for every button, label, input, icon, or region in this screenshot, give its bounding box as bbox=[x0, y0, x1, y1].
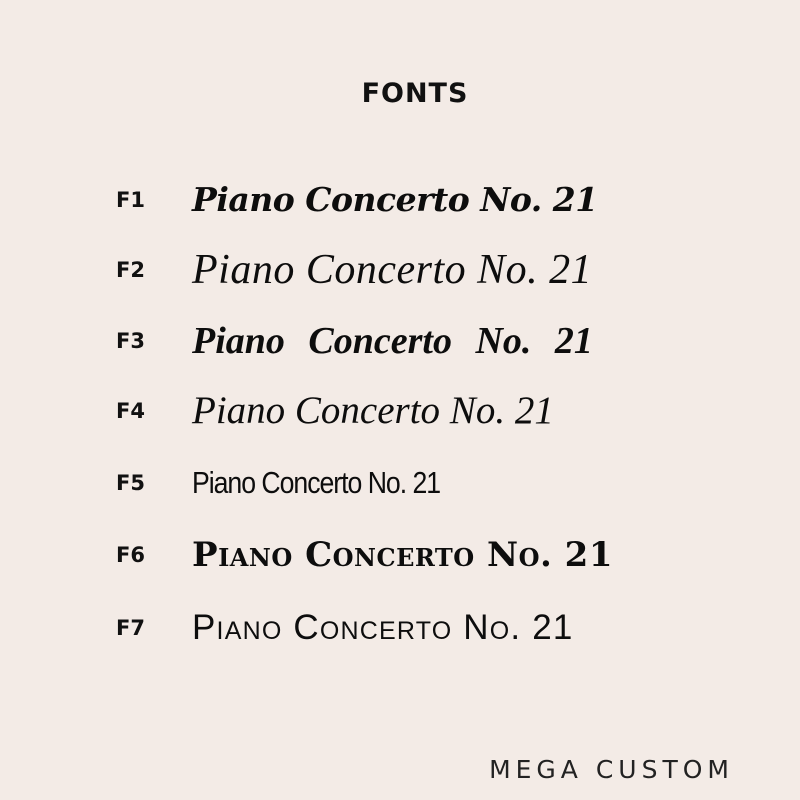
font-code: F1 bbox=[116, 188, 145, 212]
font-code: F4 bbox=[116, 399, 145, 423]
font-option-f5 bbox=[0, 453, 800, 513]
font-code: F6 bbox=[116, 543, 145, 567]
font-code: F5 bbox=[116, 471, 145, 495]
font-sample: Piano Concerto No. 21 bbox=[192, 320, 593, 362]
font-option-f4 bbox=[0, 381, 800, 441]
font-code: F3 bbox=[116, 329, 145, 353]
font-option-f2 bbox=[0, 240, 800, 300]
brand-name: MEGA CUSTOM bbox=[489, 755, 734, 784]
font-sample: Piano Concerto No. 21 bbox=[192, 389, 554, 432]
font-sample: Piano Concerto No. 21 bbox=[192, 608, 574, 647]
font-sample: Piano Concerto No. 21 bbox=[192, 535, 613, 575]
font-option-f7 bbox=[0, 598, 800, 658]
font-option-f1 bbox=[0, 170, 800, 230]
font-sample: Piano Concerto No. 21 bbox=[192, 247, 593, 293]
font-code: F7 bbox=[116, 616, 145, 640]
font-sample: Piano Concerto No. 21 bbox=[192, 465, 441, 500]
font-option-f3 bbox=[0, 311, 800, 371]
font-option-f6 bbox=[0, 525, 800, 585]
font-code: F2 bbox=[116, 258, 145, 282]
font-sample: Piano Concerto No. 21 bbox=[192, 180, 598, 219]
page-title: FONTS bbox=[361, 78, 469, 109]
